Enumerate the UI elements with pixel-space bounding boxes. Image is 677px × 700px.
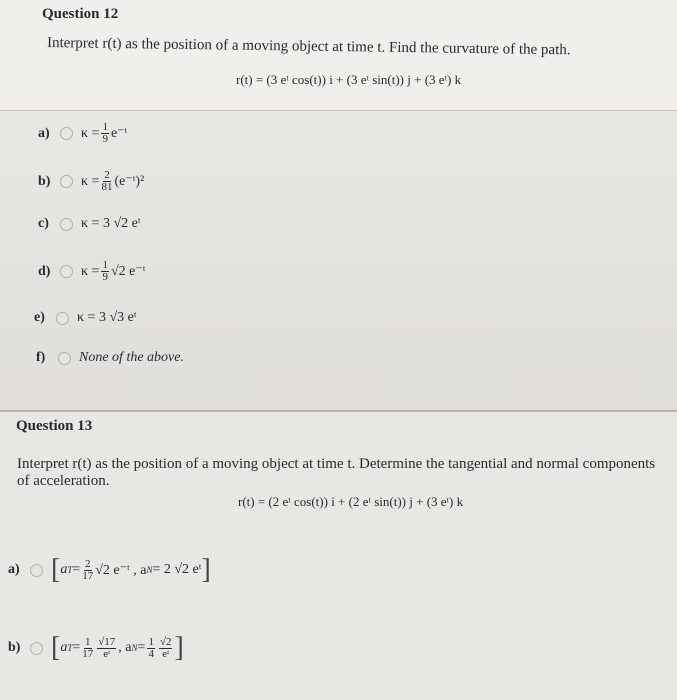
fraction (82, 559, 93, 582)
q13-option-a[interactable] (8, 554, 211, 586)
option-tail: e⁻ᵗ (110, 126, 128, 141)
radio-button[interactable] (30, 642, 43, 655)
option-lead: κ = (81, 173, 100, 189)
option-lead: κ = (81, 263, 100, 279)
q12-option-a[interactable] (38, 122, 127, 145)
option-lead: None of the above. (79, 350, 184, 365)
subscript-n: N (131, 643, 138, 653)
radio-button[interactable] (56, 312, 69, 325)
denominator: 9 (102, 133, 108, 145)
numerator: 2 (104, 169, 110, 181)
option-lead: κ = 3 √2 eᵗ (81, 216, 141, 231)
option-letter: a) (38, 125, 50, 141)
option-letter: c) (38, 216, 49, 231)
radio-button[interactable] (60, 265, 73, 278)
q12-option-f[interactable] (36, 350, 184, 366)
numerator: 1 (148, 635, 154, 648)
numerator: √2 (159, 635, 172, 648)
subscript-t: T (67, 643, 73, 653)
numerator: 2 (85, 557, 91, 570)
q13-option-b[interactable] (8, 632, 184, 664)
radio-button[interactable] (58, 352, 71, 365)
equals: = (72, 562, 81, 577)
fraction (82, 637, 93, 660)
question-13-formula: r(t) = (2 eᵗ cos(t)) i + (2 eᵗ sin(t)) j + (3 eᵗ) k (238, 494, 464, 509)
question-12-header (0, 0, 677, 111)
radio-button[interactable] (60, 127, 73, 140)
option-letter: b) (8, 640, 21, 655)
denominator: 9 (102, 271, 108, 283)
q12-option-e[interactable] (34, 310, 137, 326)
fraction (101, 170, 112, 193)
radio-button[interactable] (60, 175, 73, 188)
option-tail: √2 e⁻ᵗ (110, 264, 146, 279)
option-letter: e) (34, 310, 45, 325)
fraction (101, 260, 109, 283)
option-lead: κ = 3 √3 eᵗ (77, 310, 137, 325)
numerator: 1 (102, 259, 108, 271)
denominator: 17 (82, 569, 94, 582)
radio-button[interactable] (30, 564, 43, 577)
radio-button[interactable] (60, 218, 73, 231)
q12-option-c[interactable] (38, 216, 141, 232)
option-letter: b) (38, 173, 51, 189)
left-bracket: [ (51, 554, 61, 585)
q12-option-d[interactable] (38, 260, 145, 283)
a-symbol: a (60, 640, 68, 655)
right-bracket: ] (174, 632, 184, 663)
equals: = (137, 640, 146, 655)
denominator: 81 (101, 181, 113, 193)
fraction (101, 122, 109, 145)
option-lead: κ = (81, 125, 100, 141)
a-symbol: a (60, 562, 68, 577)
fraction (159, 637, 173, 660)
numerator: 1 (102, 121, 108, 133)
denominator: 4 (148, 647, 154, 660)
question-12-title: Question 12 (42, 6, 119, 22)
equals: = (72, 640, 81, 655)
option-tail: (e⁻ᵗ)² (114, 174, 145, 189)
question-12-options (0, 110, 677, 410)
option-letter: a) (8, 562, 20, 577)
question-13-title: Question 13 (16, 418, 93, 434)
denominator: 17 (82, 647, 94, 660)
numerator: 1 (85, 635, 91, 648)
left-bracket: [ (51, 632, 61, 663)
subscript-t: T (67, 565, 73, 575)
question-12-text: Interpret r(t) as the position of a moving object at time t. Find the curvature of the path. (46, 35, 571, 59)
denominator: eᵗ (103, 647, 111, 660)
option-letter: f) (36, 350, 46, 365)
normal-term: = 2 √2 eᵗ (152, 562, 202, 577)
question-12-formula: r(t) = (3 eᵗ cos(t)) i + (3 eᵗ sin(t)) j + (3 eᵗ) k (236, 72, 462, 87)
numerator: √17 (98, 635, 116, 648)
fraction (97, 637, 116, 660)
question-13 (0, 410, 677, 700)
fraction (147, 637, 155, 660)
question-13-text: Interpret r(t) as the position of a moving object at time t. Determine the tangential and normal components of acceleration. (17, 456, 656, 489)
option-letter: d) (38, 263, 51, 279)
subscript-n: N (146, 565, 153, 575)
middle-term: √2 e⁻ᵗ , a (95, 562, 147, 578)
middle-term: , a (118, 640, 132, 655)
denominator: eᵗ (162, 647, 170, 660)
q12-option-b[interactable] (38, 170, 144, 193)
right-bracket: ] (201, 554, 211, 585)
